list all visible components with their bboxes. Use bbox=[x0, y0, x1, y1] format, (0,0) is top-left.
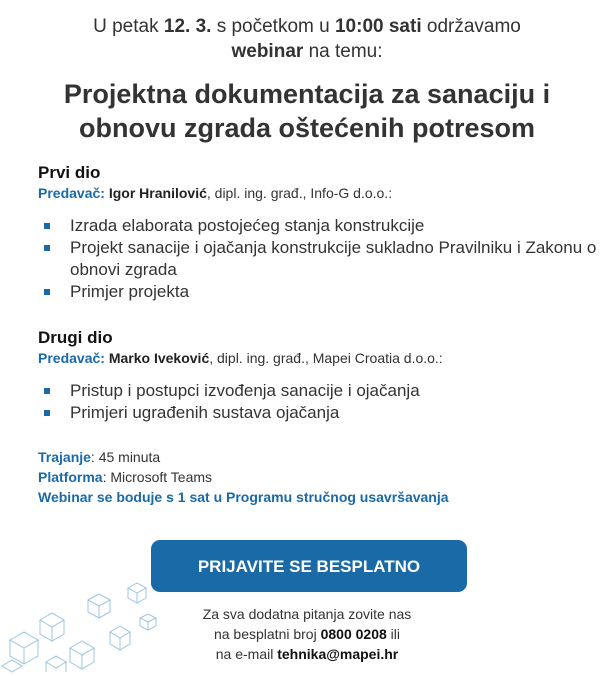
event-date: 12. 3. bbox=[163, 16, 212, 37]
part-2-section bbox=[38, 328, 598, 424]
contact-line-2 bbox=[0, 624, 614, 644]
platform-row bbox=[38, 467, 449, 487]
speaker-affiliation: , dipl. ing. građ., Info-G d.o.o.: bbox=[206, 185, 393, 201]
duration-label: Trajanje bbox=[38, 449, 91, 465]
list-item: Izrada elaborata postojećeg stanja konstrukcije bbox=[70, 215, 598, 237]
part-2-heading: Drugi dio bbox=[38, 328, 113, 347]
event-type: webinar bbox=[231, 41, 304, 62]
phone-prefix: na besplatni broj bbox=[213, 626, 321, 642]
contact-line-3 bbox=[0, 644, 614, 664]
email-link[interactable]: tehnika@mapei.hr bbox=[277, 646, 399, 662]
title-line-2: obnovu zgrada oštećenih potresom bbox=[78, 113, 536, 143]
list-item: Projekt sanacije i ojačanja konstrukcije sukladno Pravilniku i Zakonu o obnovi zgrada bbox=[70, 238, 597, 279]
duration-value: : 45 minuta bbox=[90, 449, 161, 465]
platform-label: Platforma bbox=[38, 469, 103, 485]
list-item: Primjer projekta bbox=[70, 281, 598, 303]
event-time: 10:00 sati bbox=[334, 16, 422, 37]
speaker-label: Predavač bbox=[38, 185, 101, 201]
intro-topic-label: na temu: bbox=[303, 41, 383, 62]
part-1-section bbox=[38, 163, 598, 303]
register-button[interactable]: PRIJAVITE SE BESPLATNO bbox=[151, 540, 467, 592]
phone-suffix: ili bbox=[386, 626, 401, 642]
speaker-affiliation: , dipl. ing. građ., Mapei Croatia d.o.o.: bbox=[209, 350, 443, 366]
intro-line-2 bbox=[0, 39, 614, 64]
intro-mid: s početkom u bbox=[211, 16, 335, 37]
intro-line-1 bbox=[0, 14, 614, 39]
part-2-speaker: Predavač: Marko Iveković, dipl. ing. građ., Mapei Croatia d.o.o.: bbox=[38, 350, 443, 366]
speaker-name: Igor Hranilović bbox=[108, 185, 207, 201]
list-item: Primjeri ugrađenih sustava ojačanja bbox=[70, 402, 598, 424]
part-1-speaker: Predavač: Igor Hranilović, dipl. ing. građ., Info-G d.o.o.: bbox=[38, 185, 393, 201]
phone-number: 0800 0208 bbox=[320, 626, 387, 642]
event-intro bbox=[0, 14, 614, 64]
intro-prefix: U petak bbox=[93, 16, 164, 37]
part-1-topics bbox=[38, 215, 598, 303]
intro-suffix: održavamo bbox=[421, 16, 521, 37]
platform-value: : Microsoft Teams bbox=[102, 469, 213, 485]
webinar-info bbox=[38, 447, 449, 507]
webinar-title bbox=[0, 77, 614, 145]
contact-info bbox=[0, 604, 614, 664]
speaker-name: Marko Iveković bbox=[108, 350, 210, 366]
credits-note: Webinar se boduje s 1 sat u Programu stručnog usavršavanja bbox=[38, 489, 449, 505]
contact-line-1: Za sva dodatna pitanja zovite nas bbox=[202, 606, 412, 622]
email-prefix: na e-mail bbox=[215, 646, 278, 662]
speaker-label: Predavač bbox=[38, 350, 101, 366]
part-1-heading: Prvi dio bbox=[38, 163, 101, 182]
title-line-1: Projektna dokumentacija za sanaciju i bbox=[63, 79, 551, 109]
list-item: Pristup i postupci izvođenja sanacije i ojačanja bbox=[70, 380, 598, 402]
duration-row bbox=[38, 447, 449, 467]
part-2-topics bbox=[38, 380, 598, 424]
